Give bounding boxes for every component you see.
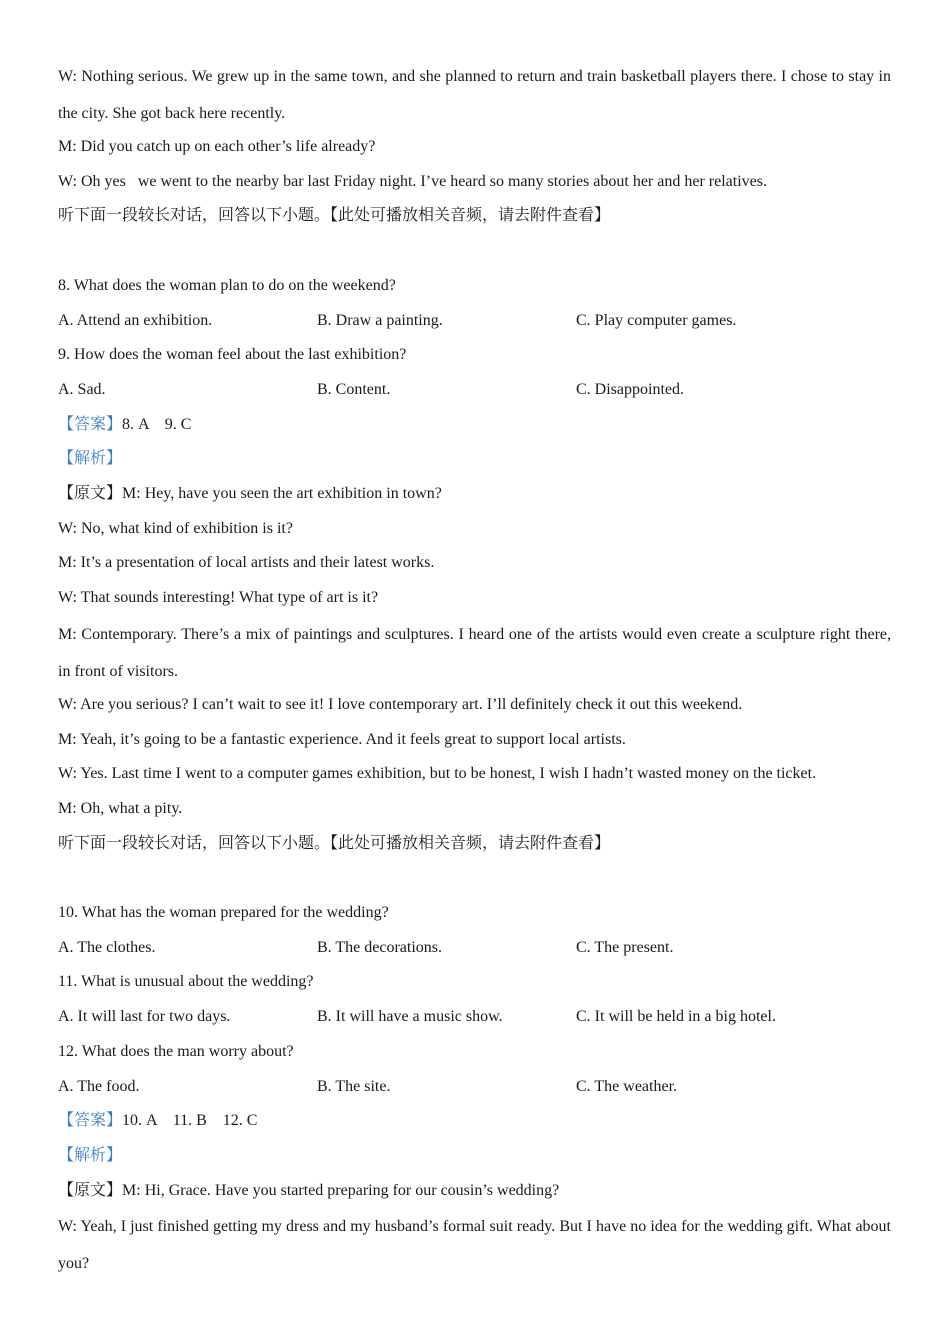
dialogue-line: W: Nothing serious. We grew up in the same town, and she planned to return and train basketball players there. I chose to stay in the city. She got back here recently. xyxy=(58,68,891,122)
option-c: C. It will be held in a big hotel. xyxy=(576,1008,776,1026)
spacer xyxy=(58,861,891,896)
answer-values: 8. A 9. C xyxy=(122,415,192,433)
spacer xyxy=(58,234,891,269)
transcript-tag: 【原文】 xyxy=(58,485,123,503)
analysis-line xyxy=(58,442,891,477)
question-stem: 11. What is unusual about the wedding? xyxy=(58,973,314,991)
option-c: C. Play computer games. xyxy=(576,311,737,329)
dialogue-line: W: Are you serious? I can’t wait to see it! I love contemporary art. I’ll definitely check it out this weekend. xyxy=(58,695,743,713)
option-b: B. The decorations. xyxy=(317,938,443,956)
question-options xyxy=(58,1000,891,1035)
option-c: C. The weather. xyxy=(576,1077,678,1095)
question-stem: 9. How does the woman feel about the last exhibition? xyxy=(58,346,407,364)
question-options xyxy=(58,931,891,966)
answer-values: 10. A 11. B 12. C xyxy=(122,1112,258,1130)
option-c: C. Disappointed. xyxy=(576,380,684,398)
question-options xyxy=(58,304,891,339)
audio-instruction: 听下面一段较长对话，回答以下小题。【此处可播放相关音频，请去附件查看】 xyxy=(58,834,611,852)
dialogue-line: M: It’s a presentation of local artists and their latest works. xyxy=(58,554,435,572)
transcript-tag: 【原文】 xyxy=(58,1181,123,1199)
analysis-tag: 【解析】 xyxy=(58,450,123,468)
analysis-line xyxy=(58,1139,891,1174)
dialogue-line: M: Yeah, it’s going to be a fantastic experience. And it feels great to support local artists. xyxy=(58,730,626,748)
question-stem: 10. What has the woman prepared for the wedding? xyxy=(58,904,389,922)
dialogue-line: M: Contemporary. There’s a mix of paintings and sculptures. I heard one of the artists would even create a sculpture right there, in front of visitors. xyxy=(58,625,891,680)
option-a: A. The food. xyxy=(58,1077,140,1095)
option-a: A. Sad. xyxy=(58,380,106,398)
analysis-tag: 【解析】 xyxy=(58,1146,123,1164)
option-b: B. The site. xyxy=(317,1077,391,1095)
question-stem: 8. What does the woman plan to do on the weekend? xyxy=(58,276,396,294)
answer-line xyxy=(58,1104,891,1139)
dialogue-line: W: Yeah, I just finished getting my dress and my husband’s formal suit ready. But I have no idea for the wedding gift. What about you? xyxy=(58,1218,891,1273)
option-b: B. Content. xyxy=(317,380,391,398)
audio-instruction: 听下面一段较长对话，回答以下小题。【此处可播放相关音频，请去附件查看】 xyxy=(58,207,611,225)
option-a: A. Attend an exhibition. xyxy=(58,311,213,329)
transcript-first: M: Hi, Grace. Have you started preparing for our cousin’s wedding? xyxy=(122,1181,560,1199)
dialogue-line: W: No, what kind of exhibition is it? xyxy=(58,519,293,537)
question-options xyxy=(58,1070,891,1105)
option-a: A. The clothes. xyxy=(58,938,156,956)
dialogue-line: M: Oh, what a pity. xyxy=(58,799,183,817)
transcript-first: M: Hey, have you seen the art exhibition in town? xyxy=(122,485,442,503)
option-a: A. It will last for two days. xyxy=(58,1008,231,1026)
transcript-line xyxy=(58,477,891,512)
transcript-line xyxy=(58,1174,891,1209)
answer-line xyxy=(58,408,891,443)
question-options xyxy=(58,373,891,408)
answer-tag: 【答案】 xyxy=(58,415,123,433)
question-stem: 12. What does the man worry about? xyxy=(58,1042,294,1060)
dialogue-line: W: Oh yes we went to the nearby bar last Friday night. I’ve heard so many stories about her and her relatives. xyxy=(58,172,767,190)
document-page xyxy=(58,58,891,1280)
option-c: C. The present. xyxy=(576,938,674,956)
dialogue-line: W: Yes. Last time I went to a computer games exhibition, but to be honest, I wish I hadn’t wasted money on the ticket. xyxy=(58,765,817,783)
option-b: B. It will have a music show. xyxy=(317,1008,503,1026)
option-b: B. Draw a painting. xyxy=(317,311,443,329)
dialogue-line: M: Did you catch up on each other’s life already? xyxy=(58,138,376,155)
answer-tag: 【答案】 xyxy=(58,1112,123,1130)
dialogue-line: W: That sounds interesting! What type of art is it? xyxy=(58,589,379,607)
